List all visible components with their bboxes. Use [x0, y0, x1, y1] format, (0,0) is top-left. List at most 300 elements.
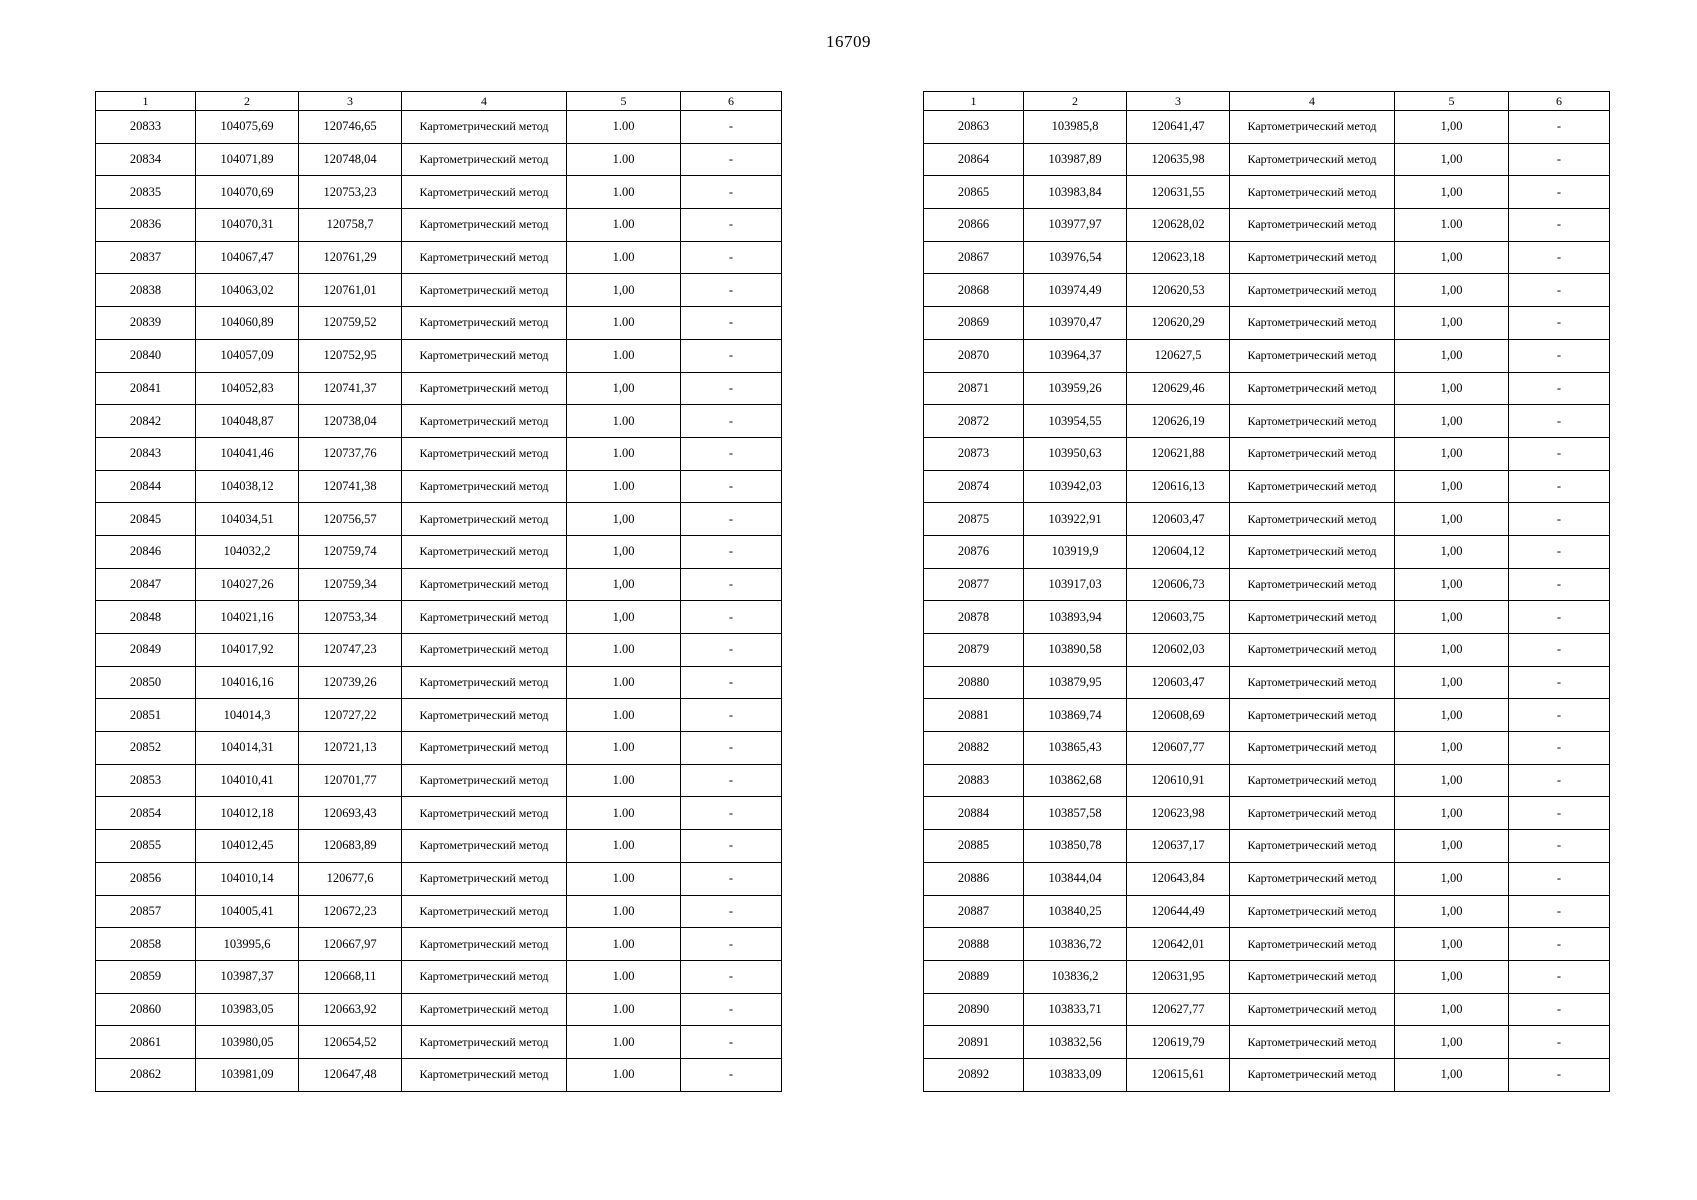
y-coordinate-cell: 120738,04: [299, 405, 402, 438]
point-number-cell: 20892: [924, 1058, 1024, 1091]
accuracy-cell: 1,00: [567, 601, 681, 634]
table-row: [96, 797, 782, 830]
description-cell: -: [1509, 143, 1610, 176]
table-row: [924, 960, 1610, 993]
y-coordinate-cell: 120623,18: [1127, 241, 1230, 274]
table-row: [96, 699, 782, 732]
point-number-cell: 20874: [924, 470, 1024, 503]
x-coordinate-cell: 103919,9: [1024, 535, 1127, 568]
description-cell: -: [1509, 634, 1610, 667]
point-number-cell: 20868: [924, 274, 1024, 307]
accuracy-cell: 1,00: [1395, 699, 1509, 732]
y-coordinate-cell: 120635,98: [1127, 143, 1230, 176]
description-cell: -: [681, 895, 782, 928]
accuracy-cell: 1,00: [1395, 1026, 1509, 1059]
description-cell: -: [1509, 666, 1610, 699]
table-header-row: [924, 92, 1610, 111]
column-header: 1: [96, 92, 196, 111]
description-cell: -: [1509, 274, 1610, 307]
table-row: [96, 143, 782, 176]
table-row: [924, 143, 1610, 176]
x-coordinate-cell: 104014,31: [196, 732, 299, 765]
accuracy-cell: 1.00: [567, 960, 681, 993]
x-coordinate-cell: 104005,41: [196, 895, 299, 928]
method-cell: Картометрический метод: [1230, 176, 1395, 209]
table-row: [96, 601, 782, 634]
point-number-cell: 20880: [924, 666, 1024, 699]
x-coordinate-cell: 103987,37: [196, 960, 299, 993]
x-coordinate-cell: 103922,91: [1024, 503, 1127, 536]
method-cell: Картометрический метод: [1230, 503, 1395, 536]
table-row: [96, 862, 782, 895]
x-coordinate-cell: 104027,26: [196, 568, 299, 601]
description-cell: -: [1509, 535, 1610, 568]
table-row: [924, 895, 1610, 928]
table-row: [96, 274, 782, 307]
point-number-cell: 20879: [924, 634, 1024, 667]
table-row: [96, 372, 782, 405]
point-number-cell: 20889: [924, 960, 1024, 993]
point-number-cell: 20866: [924, 209, 1024, 242]
accuracy-cell: 1.00: [567, 732, 681, 765]
method-cell: Картометрический метод: [1230, 339, 1395, 372]
accuracy-cell: 1,00: [1395, 960, 1509, 993]
point-number-cell: 20887: [924, 895, 1024, 928]
point-number-cell: 20855: [96, 830, 196, 863]
y-coordinate-cell: 120641,47: [1127, 111, 1230, 144]
table-row: [96, 241, 782, 274]
method-cell: Картометрический метод: [402, 176, 567, 209]
table-row: [924, 568, 1610, 601]
method-cell: Картометрический метод: [1230, 209, 1395, 242]
accuracy-cell: 1.00: [567, 634, 681, 667]
y-coordinate-cell: 120602,03: [1127, 634, 1230, 667]
x-coordinate-cell: 103985,8: [1024, 111, 1127, 144]
x-coordinate-cell: 104067,47: [196, 241, 299, 274]
method-cell: Картометрический метод: [402, 764, 567, 797]
table-row: [924, 241, 1610, 274]
point-number-cell: 20845: [96, 503, 196, 536]
accuracy-cell: 1.00: [567, 797, 681, 830]
description-cell: -: [1509, 1058, 1610, 1091]
y-coordinate-cell: 120637,17: [1127, 830, 1230, 863]
method-cell: Картометрический метод: [1230, 732, 1395, 765]
table-row: [924, 797, 1610, 830]
description-cell: -: [681, 535, 782, 568]
method-cell: Картометрический метод: [1230, 895, 1395, 928]
x-coordinate-cell: 103981,09: [196, 1058, 299, 1091]
point-number-cell: 20843: [96, 437, 196, 470]
y-coordinate-cell: 120721,13: [299, 732, 402, 765]
description-cell: -: [681, 1058, 782, 1091]
point-number-cell: 20885: [924, 830, 1024, 863]
method-cell: Картометрический метод: [402, 307, 567, 340]
point-number-cell: 20847: [96, 568, 196, 601]
y-coordinate-cell: 120727,22: [299, 699, 402, 732]
method-cell: Картометрический метод: [402, 862, 567, 895]
accuracy-cell: 1.00: [567, 699, 681, 732]
y-coordinate-cell: 120667,97: [299, 928, 402, 961]
table-row: [96, 470, 782, 503]
table-row: [96, 339, 782, 372]
point-number-cell: 20839: [96, 307, 196, 340]
accuracy-cell: 1,00: [1395, 405, 1509, 438]
point-number-cell: 20853: [96, 764, 196, 797]
y-coordinate-cell: 120603,47: [1127, 666, 1230, 699]
accuracy-cell: 1,00: [1395, 176, 1509, 209]
point-number-cell: 20841: [96, 372, 196, 405]
x-coordinate-cell: 103983,84: [1024, 176, 1127, 209]
y-coordinate-cell: 120739,26: [299, 666, 402, 699]
y-coordinate-cell: 120668,11: [299, 960, 402, 993]
y-coordinate-cell: 120621,88: [1127, 437, 1230, 470]
description-cell: -: [681, 405, 782, 438]
method-cell: Картометрический метод: [402, 830, 567, 863]
method-cell: Картометрический метод: [1230, 993, 1395, 1026]
description-cell: -: [681, 993, 782, 1026]
description-cell: -: [681, 764, 782, 797]
method-cell: Картометрический метод: [1230, 274, 1395, 307]
point-number-cell: 20836: [96, 209, 196, 242]
method-cell: Картометрический метод: [402, 895, 567, 928]
y-coordinate-cell: 120629,46: [1127, 372, 1230, 405]
point-number-cell: 20860: [96, 993, 196, 1026]
table-row: [924, 601, 1610, 634]
point-number-cell: 20872: [924, 405, 1024, 438]
description-cell: -: [681, 143, 782, 176]
y-coordinate-cell: 120631,95: [1127, 960, 1230, 993]
accuracy-cell: 1,00: [567, 372, 681, 405]
accuracy-cell: 1,00: [1395, 568, 1509, 601]
method-cell: Картометрический метод: [1230, 568, 1395, 601]
y-coordinate-cell: 120672,23: [299, 895, 402, 928]
method-cell: Картометрический метод: [402, 601, 567, 634]
description-cell: -: [681, 1026, 782, 1059]
method-cell: Картометрический метод: [1230, 372, 1395, 405]
point-number-cell: 20882: [924, 732, 1024, 765]
point-number-cell: 20851: [96, 699, 196, 732]
point-number-cell: 20859: [96, 960, 196, 993]
x-coordinate-cell: 104012,18: [196, 797, 299, 830]
method-cell: Картометрический метод: [1230, 437, 1395, 470]
x-coordinate-cell: 103869,74: [1024, 699, 1127, 732]
point-number-cell: 20857: [96, 895, 196, 928]
method-cell: Картометрический метод: [1230, 699, 1395, 732]
description-cell: -: [681, 797, 782, 830]
description-cell: -: [681, 732, 782, 765]
method-cell: Картометрический метод: [1230, 535, 1395, 568]
description-cell: -: [681, 372, 782, 405]
description-cell: -: [1509, 601, 1610, 634]
y-coordinate-cell: 120610,91: [1127, 764, 1230, 797]
y-coordinate-cell: 120620,53: [1127, 274, 1230, 307]
accuracy-cell: 1.00: [567, 1058, 681, 1091]
table-row: [924, 634, 1610, 667]
method-cell: Картометрический метод: [1230, 143, 1395, 176]
description-cell: -: [1509, 339, 1610, 372]
description-cell: -: [1509, 503, 1610, 536]
accuracy-cell: 1,00: [1395, 634, 1509, 667]
accuracy-cell: 1,00: [1395, 797, 1509, 830]
column-header: 6: [1509, 92, 1610, 111]
x-coordinate-cell: 103833,09: [1024, 1058, 1127, 1091]
method-cell: Картометрический метод: [402, 209, 567, 242]
method-cell: Картометрический метод: [402, 503, 567, 536]
description-cell: -: [1509, 111, 1610, 144]
point-number-cell: 20878: [924, 601, 1024, 634]
table-row: [924, 535, 1610, 568]
accuracy-cell: 1,00: [1395, 764, 1509, 797]
y-coordinate-cell: 120761,29: [299, 241, 402, 274]
description-cell: -: [681, 928, 782, 961]
x-coordinate-cell: 103954,55: [1024, 405, 1127, 438]
x-coordinate-cell: 104075,69: [196, 111, 299, 144]
point-number-cell: 20838: [96, 274, 196, 307]
accuracy-cell: 1.00: [567, 176, 681, 209]
x-coordinate-cell: 103995,6: [196, 928, 299, 961]
column-header: 2: [196, 92, 299, 111]
x-coordinate-cell: 104017,92: [196, 634, 299, 667]
point-number-cell: 20876: [924, 535, 1024, 568]
table-row: [96, 1058, 782, 1091]
point-number-cell: 20891: [924, 1026, 1024, 1059]
table-row: [96, 895, 782, 928]
point-number-cell: 20886: [924, 862, 1024, 895]
y-coordinate-cell: 120626,19: [1127, 405, 1230, 438]
x-coordinate-cell: 104052,83: [196, 372, 299, 405]
description-cell: -: [1509, 993, 1610, 1026]
point-number-cell: 20842: [96, 405, 196, 438]
point-number-cell: 20846: [96, 535, 196, 568]
description-cell: -: [681, 568, 782, 601]
method-cell: Картометрический метод: [402, 732, 567, 765]
accuracy-cell: 1,00: [567, 274, 681, 307]
table-row: [924, 1058, 1610, 1091]
method-cell: Картометрический метод: [1230, 928, 1395, 961]
accuracy-cell: 1.00: [567, 209, 681, 242]
x-coordinate-cell: 104057,09: [196, 339, 299, 372]
description-cell: -: [1509, 764, 1610, 797]
accuracy-cell: 1,00: [567, 568, 681, 601]
y-coordinate-cell: 120758,7: [299, 209, 402, 242]
table-row: [924, 699, 1610, 732]
description-cell: -: [1509, 372, 1610, 405]
x-coordinate-cell: 104070,31: [196, 209, 299, 242]
method-cell: Картометрический метод: [1230, 862, 1395, 895]
x-coordinate-cell: 103844,04: [1024, 862, 1127, 895]
point-number-cell: 20871: [924, 372, 1024, 405]
accuracy-cell: 1,00: [1395, 830, 1509, 863]
y-coordinate-cell: 120647,48: [299, 1058, 402, 1091]
method-cell: Картометрический метод: [402, 993, 567, 1026]
table-row: [96, 666, 782, 699]
point-number-cell: 20849: [96, 634, 196, 667]
table-row: [96, 209, 782, 242]
y-coordinate-cell: 120627,77: [1127, 993, 1230, 1026]
column-header: 1: [924, 92, 1024, 111]
method-cell: Картометрический метод: [1230, 830, 1395, 863]
x-coordinate-cell: 103976,54: [1024, 241, 1127, 274]
y-coordinate-cell: 120759,34: [299, 568, 402, 601]
description-cell: -: [1509, 307, 1610, 340]
table-row: [924, 209, 1610, 242]
table-row: [924, 274, 1610, 307]
accuracy-cell: 1,00: [567, 535, 681, 568]
accuracy-cell: 1,00: [1395, 470, 1509, 503]
table-row: [924, 862, 1610, 895]
description-cell: -: [681, 176, 782, 209]
x-coordinate-cell: 104034,51: [196, 503, 299, 536]
method-cell: Картометрический метод: [1230, 1058, 1395, 1091]
description-cell: -: [1509, 437, 1610, 470]
accuracy-cell: 1.00: [567, 895, 681, 928]
y-coordinate-cell: 120623,98: [1127, 797, 1230, 830]
x-coordinate-cell: 103980,05: [196, 1026, 299, 1059]
accuracy-cell: 1,00: [1395, 274, 1509, 307]
method-cell: Картометрический метод: [1230, 307, 1395, 340]
point-number-cell: 20877: [924, 568, 1024, 601]
y-coordinate-cell: 120753,23: [299, 176, 402, 209]
description-cell: -: [1509, 862, 1610, 895]
table-row: [924, 405, 1610, 438]
point-number-cell: 20864: [924, 143, 1024, 176]
point-number-cell: 20865: [924, 176, 1024, 209]
y-coordinate-cell: 120741,37: [299, 372, 402, 405]
method-cell: Картометрический метод: [402, 1026, 567, 1059]
x-coordinate-cell: 103833,71: [1024, 993, 1127, 1026]
y-coordinate-cell: 120603,47: [1127, 503, 1230, 536]
accuracy-cell: 1.00: [567, 830, 681, 863]
method-cell: Картометрический метод: [402, 797, 567, 830]
description-cell: -: [681, 503, 782, 536]
column-header: 4: [1230, 92, 1395, 111]
x-coordinate-cell: 103917,03: [1024, 568, 1127, 601]
point-number-cell: 20869: [924, 307, 1024, 340]
table-row: [924, 732, 1610, 765]
x-coordinate-cell: 104038,12: [196, 470, 299, 503]
x-coordinate-cell: 103893,94: [1024, 601, 1127, 634]
point-number-cell: 20835: [96, 176, 196, 209]
method-cell: Картометрический метод: [1230, 764, 1395, 797]
y-coordinate-cell: 120693,43: [299, 797, 402, 830]
method-cell: Картометрический метод: [1230, 797, 1395, 830]
description-cell: -: [681, 241, 782, 274]
table-body: [96, 111, 782, 1092]
description-cell: -: [681, 699, 782, 732]
y-coordinate-cell: 120619,79: [1127, 1026, 1230, 1059]
table-row: [96, 568, 782, 601]
x-coordinate-cell: 103832,56: [1024, 1026, 1127, 1059]
description-cell: -: [1509, 209, 1610, 242]
accuracy-cell: 1.00: [567, 143, 681, 176]
x-coordinate-cell: 103862,68: [1024, 764, 1127, 797]
description-cell: -: [1509, 895, 1610, 928]
accuracy-cell: 1.00: [567, 928, 681, 961]
description-cell: -: [1509, 797, 1610, 830]
accuracy-cell: 1.00: [567, 339, 681, 372]
accuracy-cell: 1,00: [1395, 993, 1509, 1026]
accuracy-cell: 1,00: [1395, 143, 1509, 176]
accuracy-cell: 1.00: [567, 437, 681, 470]
table-row: [924, 470, 1610, 503]
method-cell: Картометрический метод: [402, 666, 567, 699]
x-coordinate-cell: 104070,69: [196, 176, 299, 209]
y-coordinate-cell: 120631,55: [1127, 176, 1230, 209]
y-coordinate-cell: 120753,34: [299, 601, 402, 634]
accuracy-cell: 1,00: [567, 503, 681, 536]
method-cell: Картометрический метод: [1230, 405, 1395, 438]
column-header: 4: [402, 92, 567, 111]
point-number-cell: 20861: [96, 1026, 196, 1059]
x-coordinate-cell: 104016,16: [196, 666, 299, 699]
table-row: [924, 176, 1610, 209]
table-row: [96, 535, 782, 568]
point-number-cell: 20850: [96, 666, 196, 699]
accuracy-cell: 1,00: [1395, 339, 1509, 372]
x-coordinate-cell: 104012,45: [196, 830, 299, 863]
y-coordinate-cell: 120761,01: [299, 274, 402, 307]
column-header: 2: [1024, 92, 1127, 111]
description-cell: -: [1509, 732, 1610, 765]
x-coordinate-cell: 103836,2: [1024, 960, 1127, 993]
x-coordinate-cell: 103840,25: [1024, 895, 1127, 928]
table-row: [96, 764, 782, 797]
description-cell: -: [681, 111, 782, 144]
accuracy-cell: 1.00: [1395, 209, 1509, 242]
point-number-cell: 20870: [924, 339, 1024, 372]
x-coordinate-cell: 103977,97: [1024, 209, 1127, 242]
method-cell: Картометрический метод: [1230, 470, 1395, 503]
point-number-cell: 20837: [96, 241, 196, 274]
y-coordinate-cell: 120603,75: [1127, 601, 1230, 634]
description-cell: -: [681, 470, 782, 503]
y-coordinate-cell: 120677,6: [299, 862, 402, 895]
x-coordinate-cell: 103857,58: [1024, 797, 1127, 830]
method-cell: Картометрический метод: [402, 111, 567, 144]
y-coordinate-cell: 120748,04: [299, 143, 402, 176]
y-coordinate-cell: 120627,5: [1127, 339, 1230, 372]
accuracy-cell: 1,00: [1395, 732, 1509, 765]
table-body: [924, 111, 1610, 1092]
x-coordinate-cell: 103959,26: [1024, 372, 1127, 405]
table-row: [96, 830, 782, 863]
point-number-cell: 20890: [924, 993, 1024, 1026]
method-cell: Картометрический метод: [1230, 1026, 1395, 1059]
page-number: 16709: [826, 32, 871, 51]
description-cell: -: [681, 274, 782, 307]
y-coordinate-cell: 120604,12: [1127, 535, 1230, 568]
table-row: [96, 437, 782, 470]
accuracy-cell: 1.00: [567, 666, 681, 699]
y-coordinate-cell: 120701,77: [299, 764, 402, 797]
y-coordinate-cell: 120628,02: [1127, 209, 1230, 242]
method-cell: Картометрический метод: [402, 960, 567, 993]
table-row: [924, 437, 1610, 470]
point-number-cell: 20881: [924, 699, 1024, 732]
description-cell: -: [681, 307, 782, 340]
point-number-cell: 20873: [924, 437, 1024, 470]
x-coordinate-cell: 104014,3: [196, 699, 299, 732]
accuracy-cell: 1,00: [1395, 241, 1509, 274]
accuracy-cell: 1,00: [1395, 437, 1509, 470]
column-header: 5: [1395, 92, 1509, 111]
description-cell: -: [681, 209, 782, 242]
x-coordinate-cell: 104063,02: [196, 274, 299, 307]
point-number-cell: 20844: [96, 470, 196, 503]
table-row: [924, 830, 1610, 863]
table-row: [96, 1026, 782, 1059]
description-cell: -: [1509, 699, 1610, 732]
